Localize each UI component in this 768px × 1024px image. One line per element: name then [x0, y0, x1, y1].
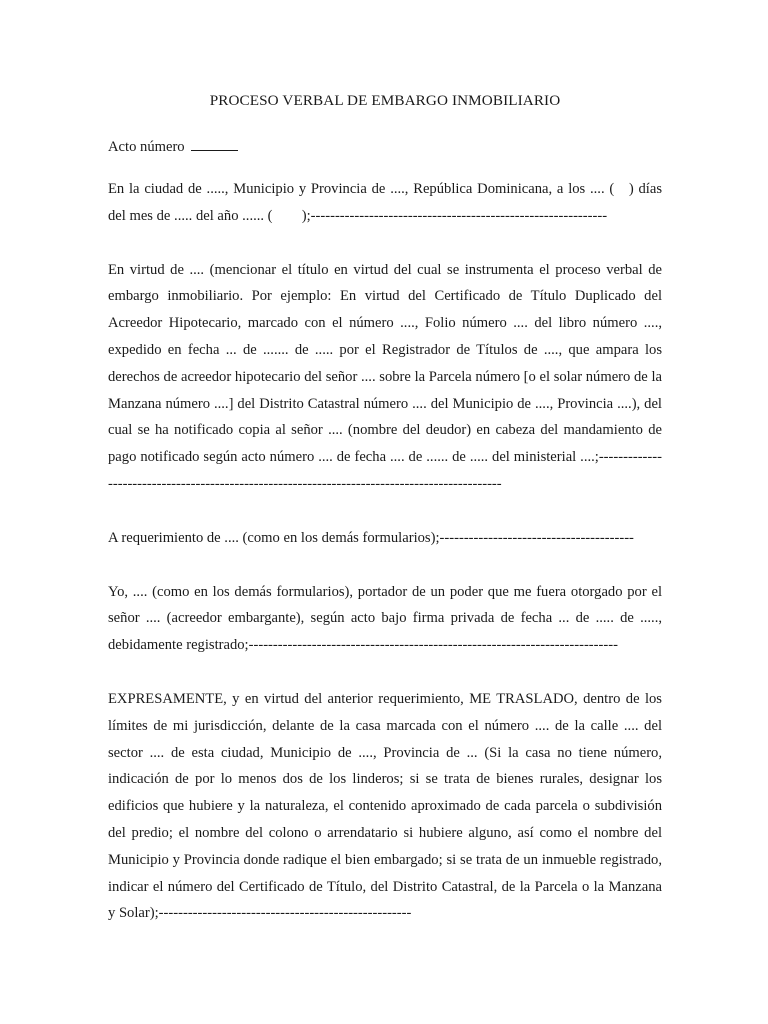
paragraph-date: En la ciudad de ....., Municipio y Provincia de ...., República Dominicana, a los .... ( ) días del mes de ..... del año ...... ( );------------------------------------------------------------- [108, 181, 662, 224]
paragraph-yo: Yo, .... (como en los demás formularios), portador de un poder que me fuera otorgado por el señor .... (acreedor embargante), según acto bajo firma privada de fecha ... de ..... de ....., debidamente registrado;---------------------------------------------------------------------------- [108, 583, 662, 654]
acto-line [108, 134, 662, 160]
paragraph-expresamente: EXPRESAMENTE, y en virtud del anterior requerimiento, ME TRASLADO, dentro de los límites de mi jurisdicción, delante de la casa marcada con el número .... de la calle .... del sector .... de esta ciudad, Municipio de ...., Provincia de ... (Si la casa no tiene número, indicación de por lo menos dos de los linderos; si se trata de bienes rurales, designar los edificios que hubiere y la naturaleza, el contenido aproximado de cada parcela o subdivisión del predio; el nombre del colono o arrendatario si hubiere alguno, así como el nombre del Municipio y Provincia donde radique el bien embargado; si se trata de un inmueble registrado, indicar el número del Certificado de Título, del Distrito Catastral, de la Parcela o la Manzana y Solar);---------------------------------------------------- [108, 690, 662, 922]
paragraph-title-basis: En virtud de .... (mencionar el título en virtud del cual se instrumenta el proceso verbal de embargo inmobiliario. Por ejemplo: En virtud del Certificado de Título Duplicado del Acreedor Hipotecario, marcado con el número ...., Folio número .... del libro número ...., expedido en fecha ... de ....... de ..... por el Registrador de Títulos de ...., que ampara los derechos de acreedor hipotecario del señor .... sobre la Parcela número [o el solar número de la Manzana número ....] del Distrito Catastral número .... del Municipio de ...., Provincia ....), del cual se ha notificado copia al señor .... (nombre del deudor) en cabeza del mandamiento de pago notificado según acto número .... de fecha .... de ...... de ..... del ministerial ....;---------------------------------------------------------------------------------------------- [108, 261, 662, 492]
paragraph-requerimiento: A requerimiento de .... (como en los demás formularios);---------------------------------------- [108, 529, 634, 546]
acto-number-blank [191, 136, 238, 151]
document-title: PROCESO VERBAL DE EMBARGO INMOBILIARIO [209, 92, 561, 109]
document-page [108, 88, 662, 954]
acto-label: Acto número [108, 139, 185, 155]
